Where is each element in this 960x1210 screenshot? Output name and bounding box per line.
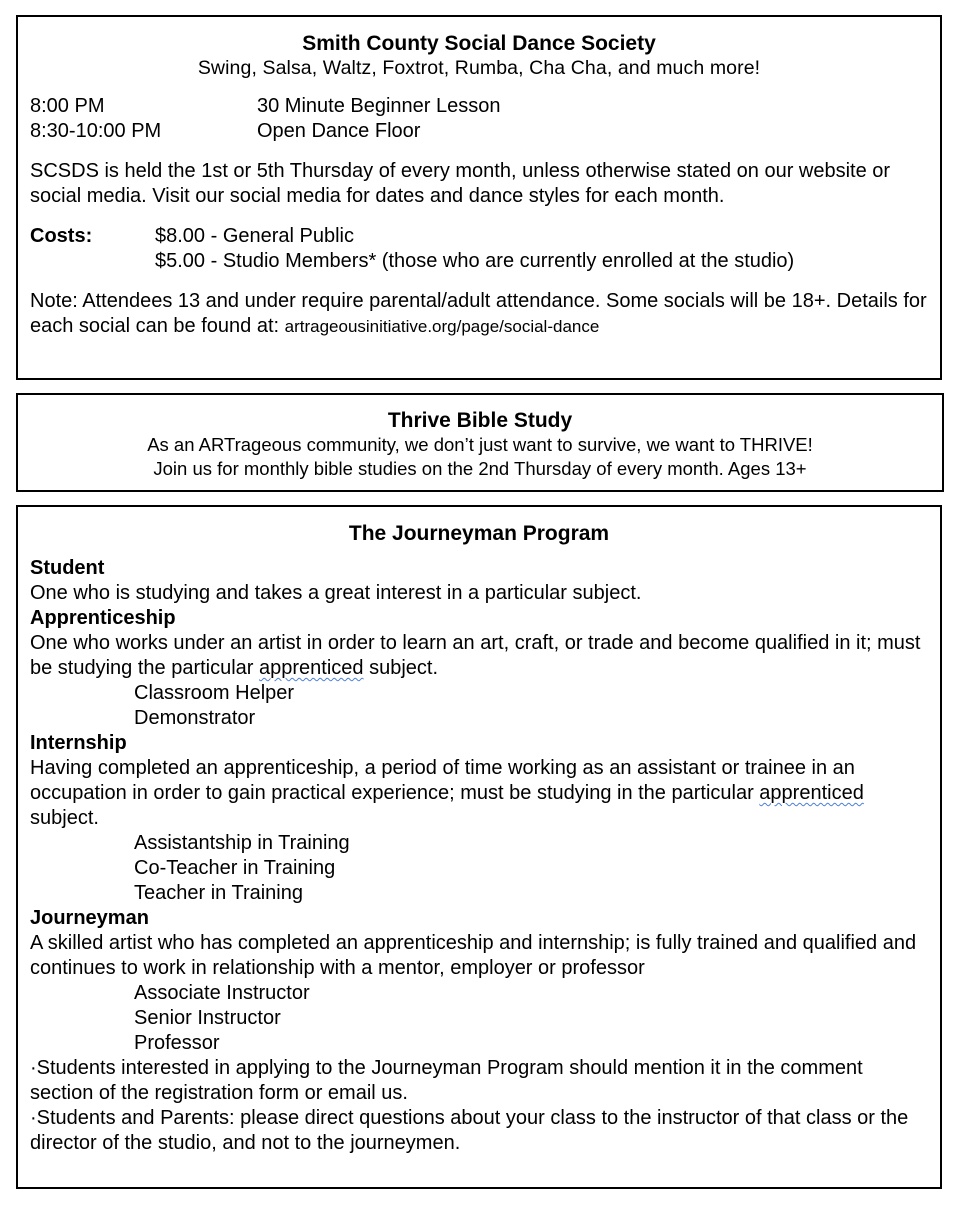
definition-text: Having completed an apprenticeship, a period of time working as an assistant or trainee in an occupation in order to gain practical experience; must be studying in the particular [30, 757, 855, 804]
costs [30, 224, 928, 274]
role-item: Teacher in Training [134, 882, 303, 904]
social-dance-note [30, 289, 928, 339]
role-item: Professor [134, 1032, 220, 1054]
cost-item: $5.00 - Studio Members* (those who are currently enrolled at the studio) [155, 250, 795, 272]
schedule-time: 8:00 PM [30, 95, 105, 117]
costs-label: Costs: [30, 225, 93, 247]
definition-text: One who works under an artist in order to learn an art, craft, or trade and become qualified in it; must be studying the particular [30, 632, 921, 679]
student-heading: Student [30, 557, 105, 579]
social-dance-subtitle: Swing, Salsa, Waltz, Foxtrot, Rumba, Cha Cha, and much more! [197, 57, 761, 79]
journeyman-title: The Journeyman Program [348, 522, 610, 545]
role-item: Associate Instructor [134, 982, 310, 1004]
schedule-time: 8:30-10:00 PM [30, 120, 162, 142]
cost-item: $8.00 - General Public [155, 225, 355, 247]
schedule-row [30, 94, 928, 119]
bible-study-title: Thrive Bible Study [387, 409, 573, 432]
social-dance-section [16, 15, 942, 380]
journeyman-heading: Journeyman [30, 907, 149, 929]
role-item: Co-Teacher in Training [134, 857, 336, 879]
bible-study-line-1: As an ARTrageous community, we don’t just want to survive, we want to THRIVE! [147, 434, 813, 455]
social-dance-title: Smith County Social Dance Society [302, 32, 656, 55]
internship-heading: Internship [30, 732, 127, 754]
role-item: Classroom Helper [134, 682, 295, 704]
bible-study-section [16, 393, 944, 492]
role-item: Demonstrator [134, 707, 256, 729]
journeyman-note: ·Students interested in applying to the Journeyman Program should mention it in the comment section of the registration form or email us. [30, 1057, 863, 1104]
student-definition: One who is studying and takes a great interest in a particular subject. [30, 582, 642, 604]
internship-definition [30, 756, 928, 831]
journeyman-definition: A skilled artist who has completed an apprenticeship and internship; is fully trained and qualified and continues to work in relationship with a mentor, employer or professor [30, 932, 917, 979]
bible-study-line-2: Join us for monthly bible studies on the 2nd Thursday of every month. Ages 13+ [153, 458, 807, 479]
spellcheck-flagged-word[interactable]: apprenticed [259, 657, 364, 679]
apprenticeship-definition [30, 631, 928, 681]
schedule-event: 30 Minute Beginner Lesson [257, 95, 501, 117]
social-dance-description: SCSDS is held the 1st or 5th Thursday of every month, unless otherwise stated on our website or social media. Visit our social media for dates and dance styles for each month. [30, 160, 891, 207]
apprenticeship-heading: Apprenticeship [30, 607, 176, 629]
schedule-row [30, 119, 928, 144]
definition-text: subject. [363, 657, 439, 679]
definition-text: subject. [30, 807, 99, 829]
schedule [30, 94, 928, 144]
role-item: Assistantship in Training [134, 832, 350, 854]
social-dance-url: artrageousinitiative.org/page/social-dance [284, 317, 600, 336]
journeyman-section [16, 505, 942, 1189]
costs-list [155, 224, 794, 274]
spellcheck-flagged-word[interactable]: apprenticed [759, 782, 864, 804]
note-text: Note: Attendees 13 and under require parental/adult attendance. Some socials will be 18+. Details for each social can be found at: [30, 290, 927, 337]
journeyman-note: ·Students and Parents: please direct questions about your class to the instructor of that class or the director of the studio, and not to the journeymen. [30, 1107, 909, 1154]
schedule-event: Open Dance Floor [257, 120, 421, 142]
role-item: Senior Instructor [134, 1007, 281, 1029]
